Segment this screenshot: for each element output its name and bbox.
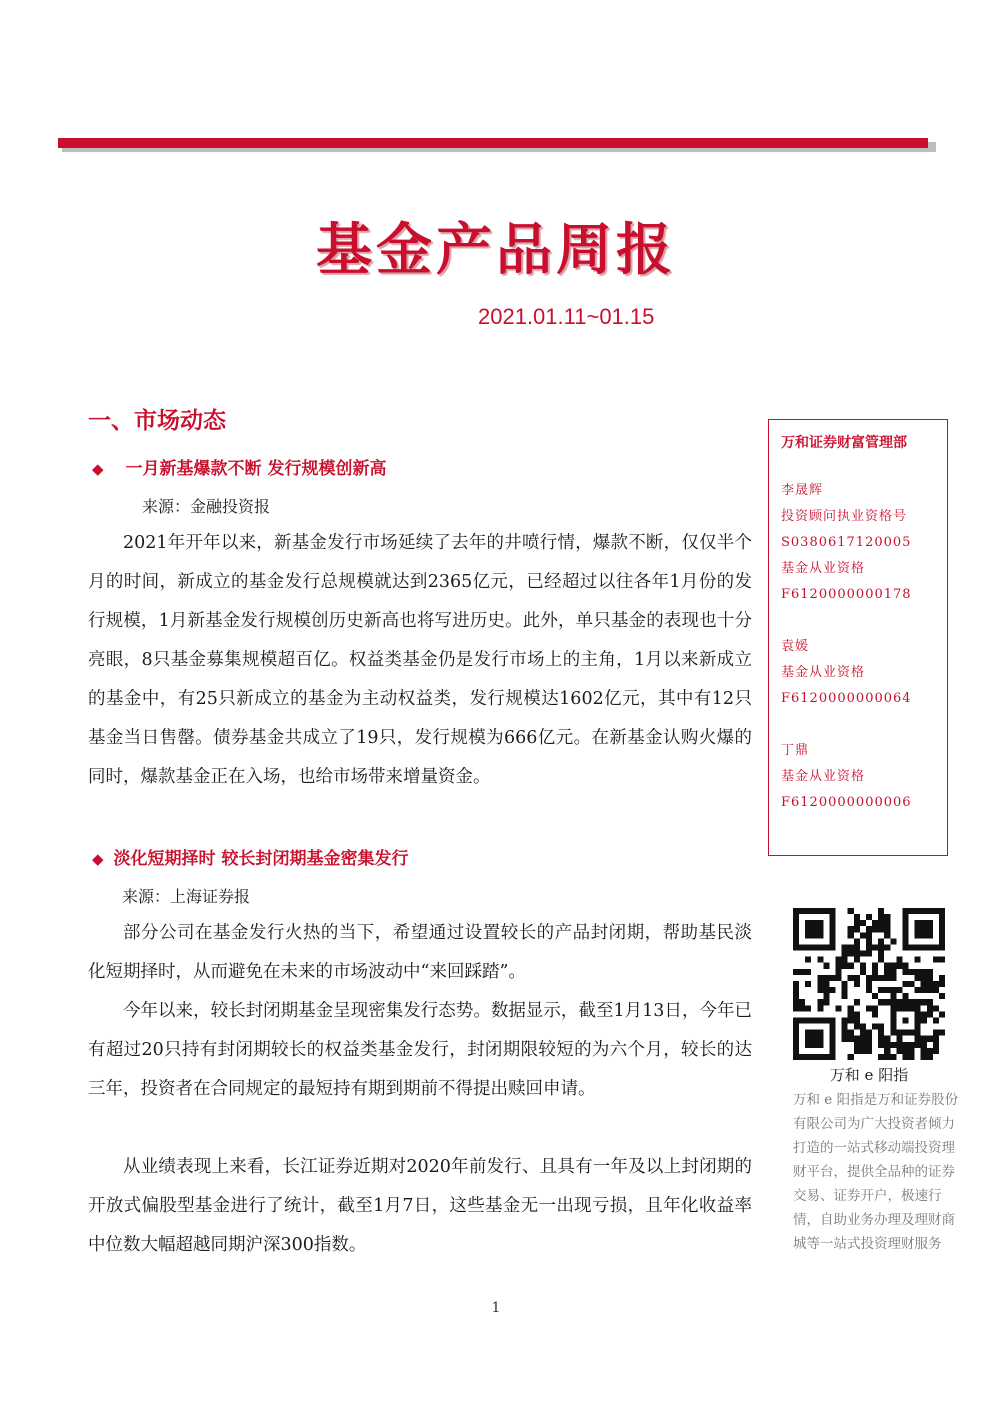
report-date: 2021.01.11~01.15 — [478, 304, 655, 329]
advisor-detail: S0380617120005 — [781, 535, 912, 550]
report-title: 基金产品周报 — [316, 218, 676, 283]
qr-description: 万和 e 阳指是万和证券股份有限公司为广大投资者倾力打造的一站式移动端投资理财平台，提供全品种的证券交易、证券开户，极速行情，自助业务办理及理财商城等一站式投资理财服务 — [793, 1092, 959, 1252]
article-paragraph: 2021年开年以来，新基金发行市场延续了去年的井喷行情，爆款不断，仅仅半个月的时间，新成立的基金发行总规模就达到2365亿元，已经超过以往各年1月份的发行规模，1月新基金发行规模创历史新高也将写进历史。此外，单只基金的表现也十分亮眼，8只基金募集规模超百亿。权益类基金仍是发行市场上的主角，1月以来新成立的基金中，有25只新成立的基金为主动权益类，发行规模达1602亿元，其中有12只基金当日售罄。债券基金共成立了19只，发行规模为666亿元。在新基金认购火爆的同时，爆款基金正在入场，也给市场带来增量资金。 — [88, 533, 752, 787]
article-paragraph: 今年以来，较长封闭期基金呈现密集发行态势。数据显示，截至1月13日，今年已有超过20只持有封闭期较长的权益类基金发行，封闭期限较短的为六个月，较长的达三年，投资者在合同规定的最短持有期到期前不得提出赎回申请。 — [88, 1001, 752, 1099]
department-name: 万和证券财富管理部 — [781, 435, 907, 451]
advisor-detail: 基金从业资格 — [781, 665, 866, 680]
advisor-name: 丁鼎 — [781, 743, 810, 758]
diamond-bullet-icon: ◆ — [92, 850, 104, 868]
article-source: 来源：上海证券报 — [122, 887, 251, 906]
article-paragraph: 从业绩表现上来看，长江证券近期对2020年前发行、且具有一年及以上封闭期的开放式偏股型基金进行了统计，截至1月7日，这些基金无一出现亏损，且年化收益率中位数大幅超越同期沪深300指数。 — [88, 1157, 752, 1255]
advisor-detail: 投资顾问执业资格号 — [781, 509, 908, 524]
advisor-detail: F6120000000064 — [781, 691, 912, 706]
advisor-detail: 基金从业资格 — [781, 769, 866, 784]
qr-label: 万和 e 阳指 — [829, 1066, 909, 1084]
page-number: 1 — [491, 1300, 501, 1316]
advisor-name: 袁媛 — [781, 639, 810, 654]
advisor-entry — [781, 634, 947, 712]
advisor-name: 李晟辉 — [781, 483, 824, 498]
article-source: 来源：金融投资报 — [142, 497, 271, 516]
advisor-detail: 基金从业资格 — [781, 561, 866, 576]
diamond-bullet-icon: ◆ — [92, 460, 104, 478]
advisor-info-box — [768, 419, 948, 856]
advisor-detail: F6120000000178 — [781, 587, 912, 602]
article-headline — [92, 844, 408, 869]
advisor-entry — [781, 738, 947, 816]
header-bar — [58, 138, 928, 148]
headline-text: 淡化短期择时 较长封闭期基金密集发行 — [113, 849, 409, 869]
advisor-detail: F6120000000006 — [781, 795, 912, 810]
article-paragraph: 部分公司在基金发行火热的当下，希望通过设置较长的产品封闭期，帮助基民淡化短期择时，从而避免在未来的市场波动中“来回踩踏”。 — [88, 923, 752, 982]
article-headline — [92, 454, 386, 479]
headline-text: 一月新基爆款不断 发行规模创新高 — [125, 459, 387, 479]
section-title: 一、市场动态 — [88, 408, 226, 434]
advisor-entry — [781, 478, 947, 608]
qr-code-icon[interactable] — [793, 908, 945, 1060]
